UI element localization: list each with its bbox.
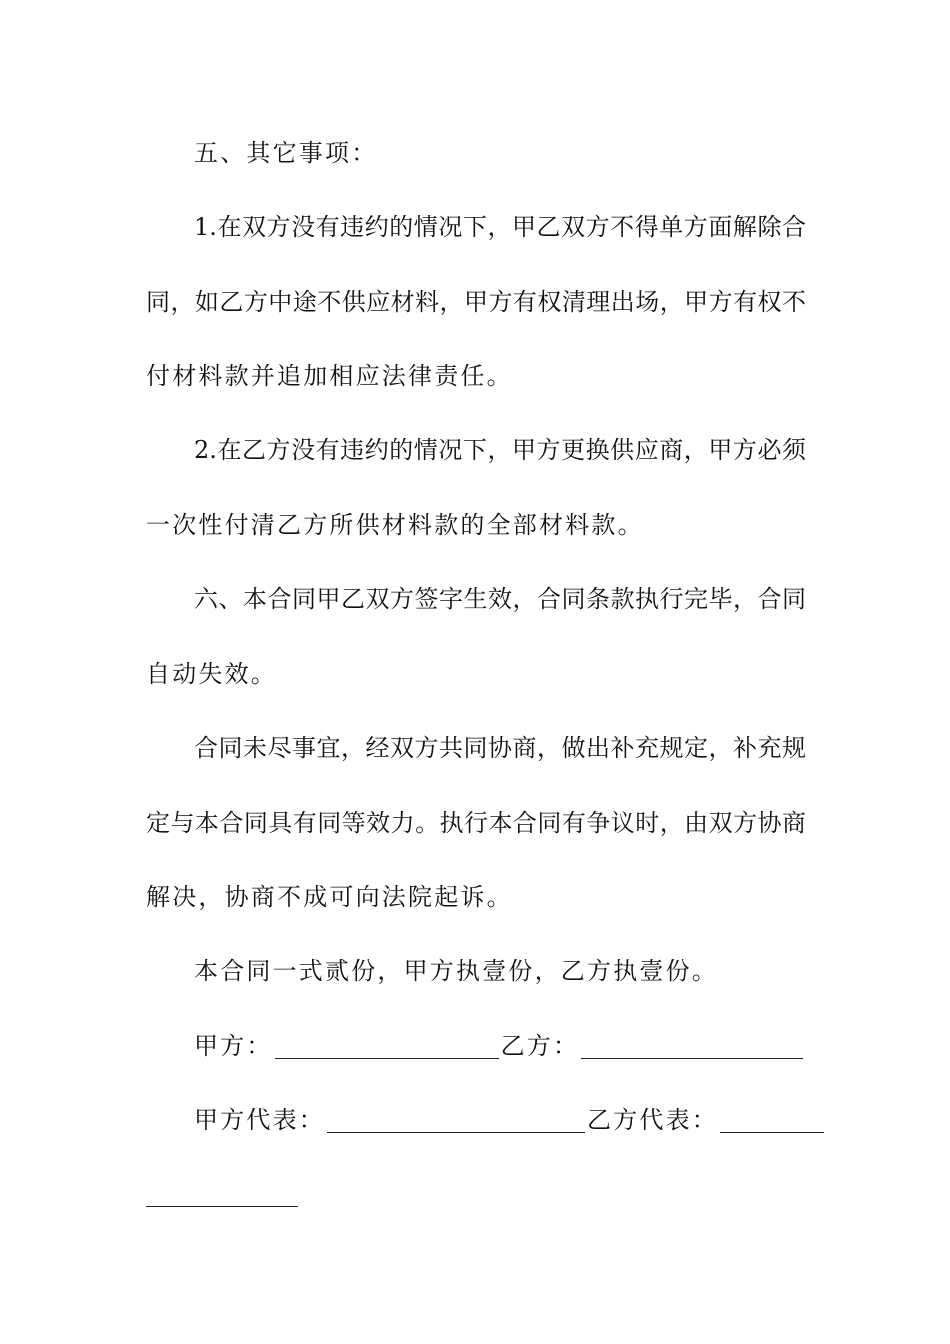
party-signature-row [194, 1031, 805, 1061]
unresolved-para-line3: 解决，协商不成可向法院起诉。 [146, 883, 513, 911]
item2-line2: 一次性付清乙方所供材料款的全部材料款。 [146, 511, 644, 539]
unresolved-para-line1: 合同未尽事宜，经双方共同协商，做出补充规定，补充规 [194, 734, 806, 762]
representative-signature-row [194, 1105, 826, 1135]
item1-line2: 同，如乙方中途不供应材料，甲方有权清理出场，甲方有权不 [146, 288, 806, 316]
copies-para: 本合同一式贰份，甲方执壹份，乙方执壹份。 [194, 957, 718, 985]
item1-line3: 付材料款并追加相应法律责任。 [146, 362, 513, 390]
section5-heading: 五、其它事项： [194, 139, 378, 167]
party-a-rep-label: 甲方代表： [194, 1106, 325, 1134]
item2-line1: 2.在乙方没有违约的情况下，甲方更换供应商，甲方必须 [194, 436, 806, 464]
party-b-rep-blank[interactable] [720, 1106, 824, 1133]
item1-line1: 1.在双方没有违约的情况下，甲乙双方不得单方面解除合 [194, 213, 806, 241]
party-b-rep-label: 乙方代表： [587, 1106, 718, 1134]
party-b-label: 乙方： [500, 1032, 580, 1060]
section6-line2: 自动失效。 [146, 660, 277, 688]
party-b-blank[interactable] [581, 1032, 803, 1059]
party-a-rep-blank[interactable] [327, 1106, 585, 1133]
party-a-label: 甲方： [194, 1032, 273, 1060]
party-a-blank[interactable] [275, 1032, 499, 1059]
unresolved-para-line2: 定与本合同具有同等效力。执行本合同有争议时，由双方协商 [146, 809, 806, 837]
section6-line1: 六、本合同甲乙双方签字生效，合同条款执行完毕，合同 [194, 585, 806, 613]
party-b-rep-blank-continued[interactable] [146, 1206, 298, 1207]
